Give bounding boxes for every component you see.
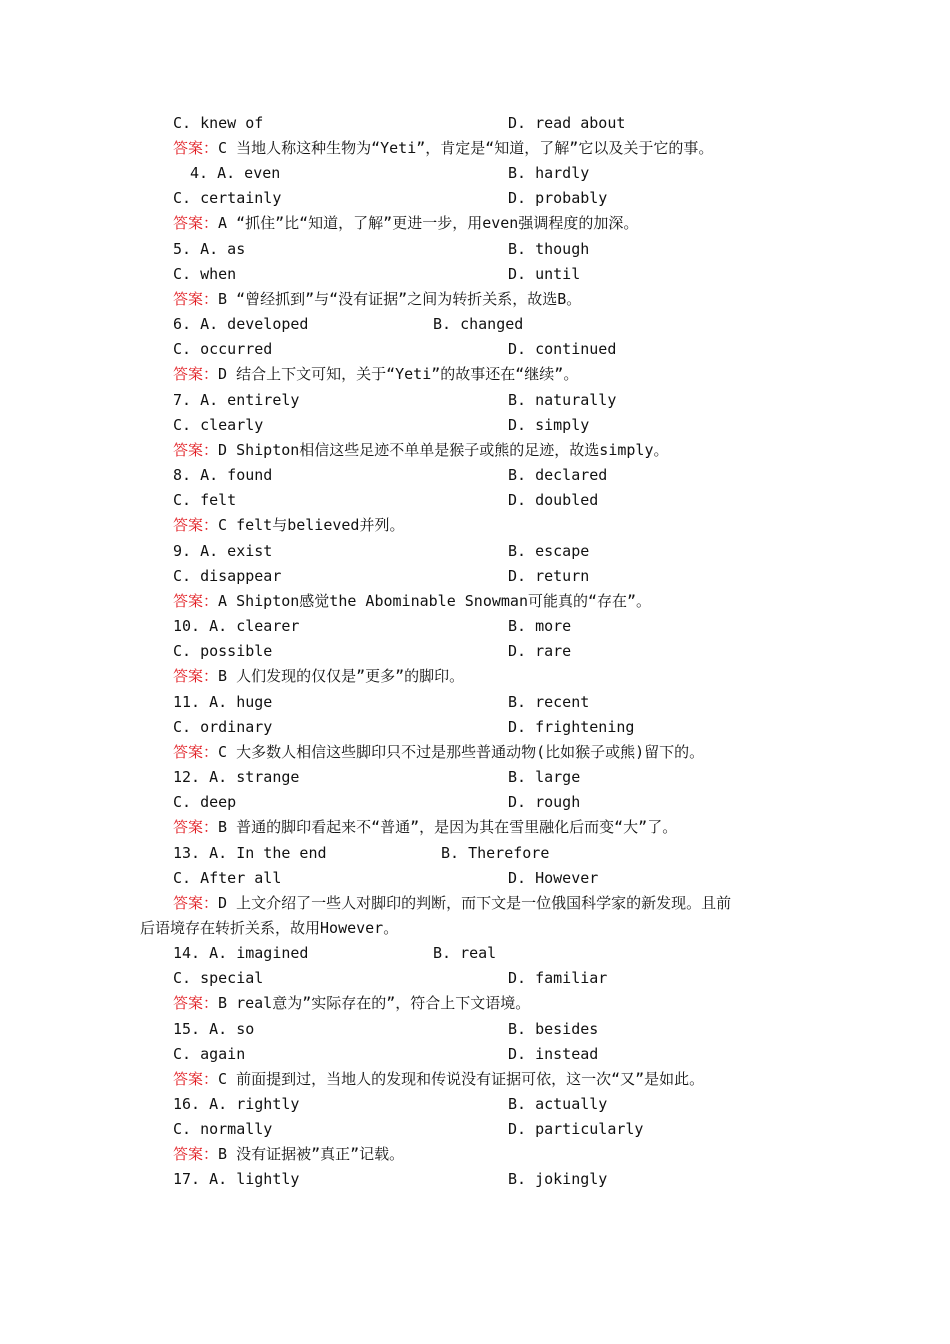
option-text: B. large — [508, 768, 581, 786]
option-text: C. normally — [173, 1120, 273, 1138]
answer-explanation: B real意为”实际存在的”，符合上下文语境。 — [218, 994, 531, 1012]
answer-explanation: B 人们发现的仅仅是”更多”的脚印。 — [218, 667, 465, 685]
option-text: B. though — [508, 240, 590, 258]
answer-line — [173, 1144, 404, 1164]
answer-label: 答案： — [173, 818, 219, 836]
answer-label: 答案： — [173, 592, 219, 610]
answer-explanation: C 前面提到过，当地人的发现和传说没有证据可依，这一次“又”是如此。 — [218, 1070, 705, 1088]
option-text: 14. A. imagined — [173, 944, 309, 962]
answer-label: 答案： — [173, 1070, 219, 1088]
option-text: C. clearly — [173, 416, 264, 434]
option-text: D. doubled — [508, 491, 599, 509]
option-text: 8. A. found — [173, 466, 273, 484]
answer-label: 答案： — [173, 139, 219, 157]
option-text: B. jokingly — [508, 1170, 608, 1188]
option-text: 17. A. lightly — [173, 1170, 300, 1188]
answer-label: 答案： — [173, 214, 219, 232]
answer-label: 答案： — [173, 1145, 219, 1163]
option-text: D. particularly — [508, 1120, 644, 1138]
answer-line — [173, 742, 704, 762]
answer-explanation: C 当地人称这种生物为“Yeti”，肯定是“知道，了解”它以及关于它的事。 — [218, 139, 714, 157]
answer-label: 答案： — [173, 290, 219, 308]
answer-line — [173, 591, 651, 611]
option-text: 16. A. rightly — [173, 1095, 300, 1113]
answer-label: 答案： — [173, 667, 219, 685]
answer-explanation: D 上文介绍了一些人对脚印的判断，而下文是一位俄国科学家的新发现。且前 — [218, 894, 732, 912]
option-text: C. ordinary — [173, 718, 273, 736]
option-text: C. occurred — [173, 340, 273, 358]
answer-explanation: B 没有证据被”真正”记载。 — [218, 1145, 405, 1163]
option-text: B. actually — [508, 1095, 608, 1113]
answer-label: 答案： — [173, 743, 219, 761]
answer-explanation: D 结合上下文可知，关于“Yeti”的故事还在“继续”。 — [218, 365, 579, 383]
option-text: C. possible — [173, 642, 273, 660]
option-text: D. read about — [508, 114, 626, 132]
option-text: D. However — [508, 869, 599, 887]
answer-explanation: A Shipton感觉the Abominable Snowman可能真的“存在”。 — [218, 592, 652, 610]
answer-label: 答案： — [173, 994, 219, 1012]
option-text: C. knew of — [173, 114, 264, 132]
option-text: D. frightening — [508, 718, 635, 736]
option-text: 6. A. developed — [173, 315, 309, 333]
option-text: B. recent — [508, 693, 590, 711]
option-text: B. more — [508, 617, 572, 635]
answer-line — [173, 213, 638, 233]
option-text: C. again — [173, 1045, 246, 1063]
option-text: C. certainly — [173, 189, 282, 207]
answer-line — [173, 817, 677, 837]
answer-explanation: C felt与believed并列。 — [218, 516, 405, 534]
answer-explanation: B “曾经抓到”与“没有证据”之间为转折关系，故选B。 — [218, 290, 582, 308]
answer-explanation: C 大多数人相信这些脚印只不过是那些普通动物(比如猴子或熊)留下的。 — [218, 743, 705, 761]
option-text: D. probably — [508, 189, 608, 207]
option-text: C. special — [173, 969, 264, 987]
option-text: 4. A. even — [190, 164, 281, 182]
option-text: 11. A. huge — [173, 693, 273, 711]
option-text: 13. A. In the end — [173, 844, 327, 862]
option-text: D. rough — [508, 793, 581, 811]
option-text: C. when — [173, 265, 237, 283]
option-text: D. continued — [508, 340, 617, 358]
answer-line — [173, 666, 464, 686]
answer-continuation: 后语境存在转折关系，故用However。 — [140, 919, 399, 937]
option-text: C. felt — [173, 491, 237, 509]
option-text: B. escape — [508, 542, 590, 560]
option-text: B. Therefore — [441, 844, 550, 862]
option-text: 15. A. so — [173, 1020, 255, 1038]
answer-explanation: A “抓住”比“知道，了解”更进一步，用even强调程度的加深。 — [218, 214, 639, 232]
answer-line — [173, 138, 713, 158]
answer-line — [173, 289, 581, 309]
option-text: D. rare — [508, 642, 572, 660]
option-text: B. besides — [508, 1020, 599, 1038]
answer-line — [173, 364, 578, 384]
answer-explanation: D Shipton相信这些足迹不单单是猴子或熊的足迹，故选simply。 — [218, 441, 669, 459]
option-text: C. deep — [173, 793, 237, 811]
option-text: D. until — [508, 265, 581, 283]
option-text: B. naturally — [508, 391, 617, 409]
option-text: B. changed — [433, 315, 524, 333]
answer-label: 答案： — [173, 516, 219, 534]
option-text: D. simply — [508, 416, 590, 434]
option-text: D. familiar — [508, 969, 608, 987]
option-text: 5. A. as — [173, 240, 246, 258]
option-text: 10. A. clearer — [173, 617, 300, 635]
answer-label: 答案： — [173, 894, 219, 912]
option-text: C. disappear — [173, 567, 282, 585]
answer-line — [173, 440, 668, 460]
answer-label: 答案： — [173, 365, 219, 383]
answer-line — [173, 515, 404, 535]
option-text: D. instead — [508, 1045, 599, 1063]
option-text: 7. A. entirely — [173, 391, 300, 409]
answer-line — [173, 1069, 704, 1089]
option-text: B. real — [433, 944, 497, 962]
option-text: B. hardly — [508, 164, 590, 182]
answer-label: 答案： — [173, 441, 219, 459]
answer-line — [173, 893, 731, 913]
option-text: 12. A. strange — [173, 768, 300, 786]
answer-line — [173, 993, 530, 1013]
option-text: 9. A. exist — [173, 542, 273, 560]
answer-explanation: B 普通的脚印看起来不“普通”，是因为其在雪里融化后而变“大”了。 — [218, 818, 678, 836]
option-text: C. After all — [173, 869, 282, 887]
option-text: B. declared — [508, 466, 608, 484]
option-text: D. return — [508, 567, 590, 585]
